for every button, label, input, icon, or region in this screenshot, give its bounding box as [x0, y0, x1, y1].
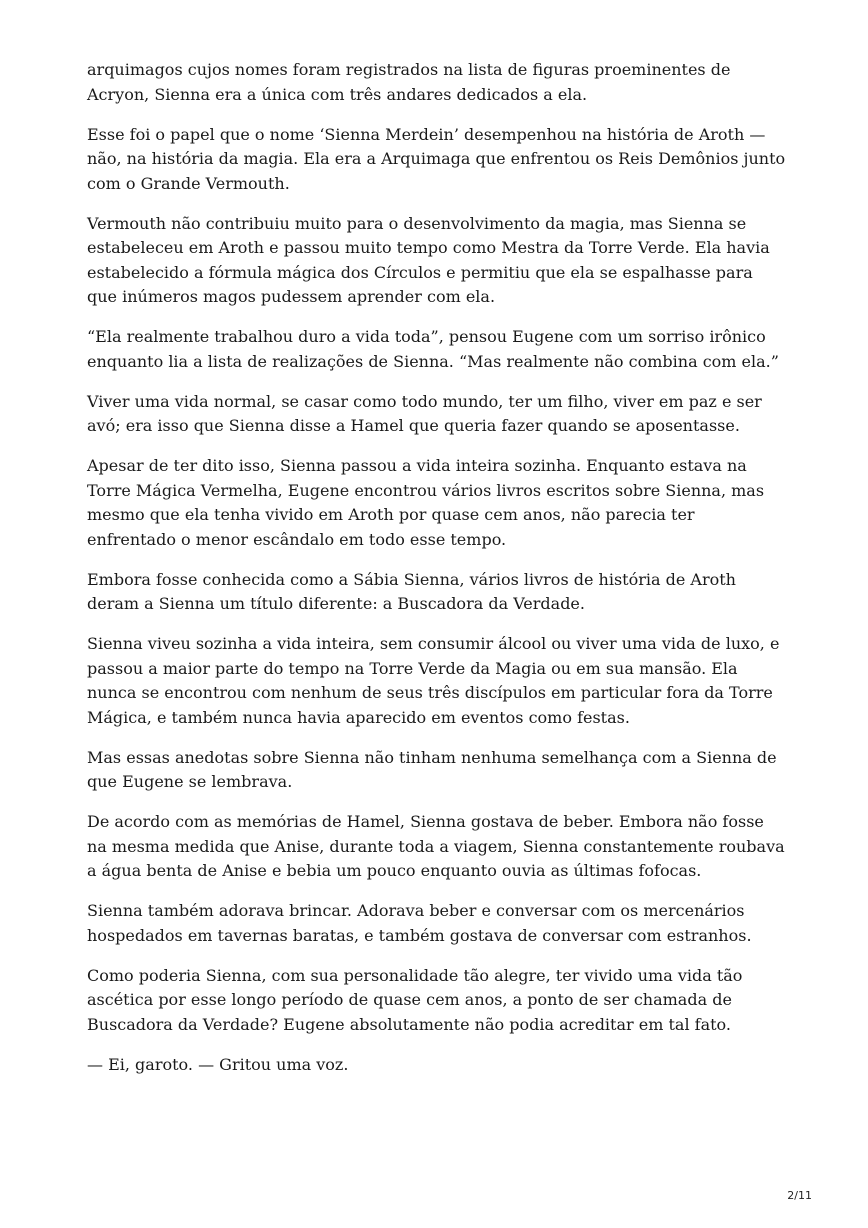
paragraph-7: Embora fosse conhecida como a Sábia Sienna, vários livros de história de Aroth deram a Sienna um título diferente: a Buscadora da Verdade. [87, 569, 736, 613]
paragraph-9: Mas essas anedotas sobre Sienna não tinham nenhuma semelhança com a Sienna de que Eugene se lembrava. [87, 747, 777, 791]
document-body [87, 58, 787, 1093]
paragraph-3: Vermouth não contribuiu muito para o desenvolvimento da magia, mas Sienna se estabeleceu em Aroth e passou muito tempo como Mestra da Torre Verde. Ela havia estabelecido a fórmula mágica dos Círculos e permitiu que ela se espalhasse para que inúmeros magos pudessem aprender com ela. [87, 213, 770, 306]
paragraph-13: — Ei, garoto. — Gritou uma voz. [87, 1054, 349, 1074]
paragraph-5: Viver uma vida normal, se casar como todo mundo, ter um filho, viver em paz e ser avó; era isso que Sienna disse a Hamel que queria fazer quando se aposentasse. [87, 391, 762, 435]
paragraph-1: arquimagos cujos nomes foram registrados na lista de figuras proeminentes de Acryon, Sienna era a única com três andares dedicados a ela. [87, 60, 731, 104]
paragraph-8: Sienna viveu sozinha a vida inteira, sem consumir álcool ou viver uma vida de luxo, e passou a maior parte do tempo na Torre Verde da Magia ou em sua mansão. Ela nunca se encontrou com nenhum de seus três discípulos em particular fora da Torre Mágica, e também nunca havia aparecido em eventos como festas. [87, 634, 780, 727]
paragraph-4: “Ela realmente trabalhou duro a vida toda”, pensou Eugene com um sorriso irônico enquanto lia a lista de realizações de Sienna. “Mas realmente não combina com ela.” [87, 327, 779, 371]
paragraph-11: Sienna também adorava brincar. Adorava beber e conversar com os mercenários hospedados em tavernas baratas, e também gostava de conversar com estranhos. [87, 901, 752, 945]
paragraph-6: Apesar de ter dito isso, Sienna passou a vida inteira sozinha. Enquanto estava na Torre Mágica Vermelha, Eugene encontrou vários livros escritos sobre Sienna, mas mesmo que ela tenha vivido em Aroth por quase cem anos, não parecia ter enfrentado o menor escândalo em todo esse tempo. [87, 456, 765, 549]
page-number: 2/11 [787, 1189, 812, 1202]
paragraph-10: De acordo com as memórias de Hamel, Sienna gostava de beber. Embora não fosse na mesma medida que Anise, durante toda a viagem, Sienna constantemente roubava a água benta de Anise e bebia um pouco enquanto ouvia as últimas fofocas. [87, 812, 785, 880]
paragraph-2: Esse foi o papel que o nome ‘Sienna Merdein’ desempenhou na história de Aroth — não, na história da magia. Ela era a Arquimaga que enfrentou os Reis Demônios junto com o Grande Vermouth. [87, 124, 786, 193]
paragraph-12: Como poderia Sienna, com sua personalidade tão alegre, ter vivido uma vida tão ascética por esse longo período de quase cem anos, a ponto de ser chamada de Buscadora da Verdade? Eugene absolutamente não podia acreditar em tal fato. [87, 965, 743, 1034]
